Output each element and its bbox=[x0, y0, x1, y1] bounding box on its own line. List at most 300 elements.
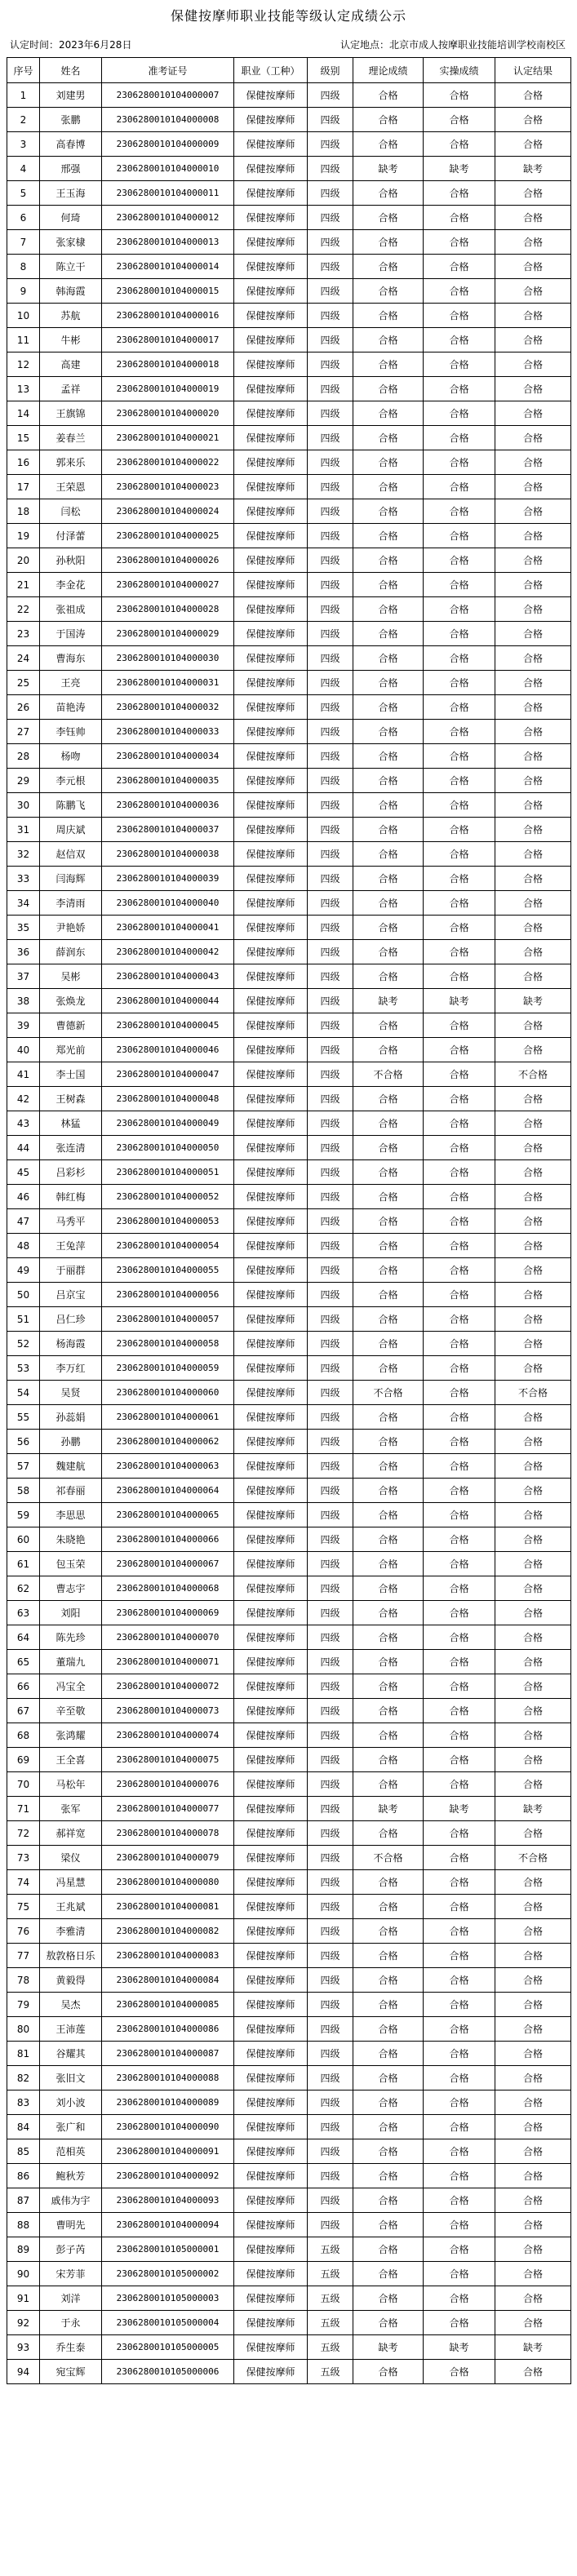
table-row bbox=[7, 1013, 571, 1038]
table-row bbox=[7, 328, 571, 352]
cell-index: 7 bbox=[7, 230, 40, 255]
table-row bbox=[7, 1332, 571, 1356]
cell-level: 四级 bbox=[308, 181, 353, 206]
cell-name: 陈鹏飞 bbox=[40, 793, 102, 818]
cell-level: 四级 bbox=[308, 842, 353, 867]
table-row bbox=[7, 524, 571, 548]
cell-level: 四级 bbox=[308, 2066, 353, 2091]
cell-result: 合格 bbox=[495, 1650, 571, 1674]
col-header-theory: 理论成绩 bbox=[353, 58, 424, 83]
cell-level: 四级 bbox=[308, 1772, 353, 1797]
cell-occupation: 保健按摩师 bbox=[234, 2188, 308, 2213]
table-row bbox=[7, 1576, 571, 1601]
cell-name: 张鸿耀 bbox=[40, 1723, 102, 1748]
cell-theory-score: 合格 bbox=[353, 2311, 424, 2335]
cell-result: 合格 bbox=[495, 450, 571, 475]
cell-ticket-number: 2306280010104000084 bbox=[102, 1968, 234, 1993]
cell-name: 高建 bbox=[40, 352, 102, 377]
cell-occupation: 保健按摩师 bbox=[234, 1013, 308, 1038]
cell-level: 四级 bbox=[308, 891, 353, 916]
cell-theory-score: 合格 bbox=[353, 377, 424, 401]
cell-level: 四级 bbox=[308, 1479, 353, 1503]
cell-name: 包玉荣 bbox=[40, 1552, 102, 1576]
cell-occupation: 保健按摩师 bbox=[234, 1919, 308, 1944]
cell-level: 四级 bbox=[308, 524, 353, 548]
cell-result: 合格 bbox=[495, 1283, 571, 1307]
cell-ticket-number: 2306280010104000064 bbox=[102, 1479, 234, 1503]
table-row bbox=[7, 1723, 571, 1748]
cell-occupation: 保健按摩师 bbox=[234, 2091, 308, 2115]
cell-name: 张祖成 bbox=[40, 597, 102, 622]
cell-ticket-number: 2306280010104000058 bbox=[102, 1332, 234, 1356]
cell-index: 82 bbox=[7, 2066, 40, 2091]
cell-index: 46 bbox=[7, 1185, 40, 1209]
cell-level: 四级 bbox=[308, 377, 353, 401]
page bbox=[7, 0, 570, 2384]
cell-practical-score: 合格 bbox=[424, 1405, 495, 1430]
cell-level: 四级 bbox=[308, 2188, 353, 2213]
cell-level: 四级 bbox=[308, 2115, 353, 2139]
cell-ticket-number: 2306280010104000021 bbox=[102, 426, 234, 450]
cell-name: 曹德新 bbox=[40, 1013, 102, 1038]
cell-index: 87 bbox=[7, 2188, 40, 2213]
cell-name: 吴杰 bbox=[40, 1993, 102, 2017]
table-row bbox=[7, 499, 571, 524]
cell-practical-score: 缺考 bbox=[424, 157, 495, 181]
cell-index: 49 bbox=[7, 1258, 40, 1283]
cell-result: 合格 bbox=[495, 1748, 571, 1772]
cell-theory-score: 合格 bbox=[353, 1674, 424, 1699]
cell-index: 8 bbox=[7, 255, 40, 279]
cell-index: 6 bbox=[7, 206, 40, 230]
cell-occupation: 保健按摩师 bbox=[234, 426, 308, 450]
table-row bbox=[7, 867, 571, 891]
cell-result: 合格 bbox=[495, 1870, 571, 1895]
cell-name: 李万红 bbox=[40, 1356, 102, 1381]
cell-level: 四级 bbox=[308, 1332, 353, 1356]
cell-occupation: 保健按摩师 bbox=[234, 1136, 308, 1160]
cell-level: 四级 bbox=[308, 1870, 353, 1895]
cell-level: 四级 bbox=[308, 720, 353, 744]
cell-occupation: 保健按摩师 bbox=[234, 1479, 308, 1503]
cell-occupation: 保健按摩师 bbox=[234, 548, 308, 573]
cell-level: 四级 bbox=[308, 304, 353, 328]
cell-level: 四级 bbox=[308, 426, 353, 450]
table-row bbox=[7, 1821, 571, 1846]
cell-practical-score: 合格 bbox=[424, 1968, 495, 1993]
cell-theory-score: 合格 bbox=[353, 1650, 424, 1674]
cell-level: 四级 bbox=[308, 1601, 353, 1625]
cell-result: 合格 bbox=[495, 377, 571, 401]
cell-ticket-number: 2306280010104000057 bbox=[102, 1307, 234, 1332]
cell-index: 62 bbox=[7, 1576, 40, 1601]
cell-result: 合格 bbox=[495, 1430, 571, 1454]
cell-practical-score: 合格 bbox=[424, 2188, 495, 2213]
cell-ticket-number: 2306280010104000023 bbox=[102, 475, 234, 499]
cell-index: 81 bbox=[7, 2042, 40, 2066]
cell-practical-score: 合格 bbox=[424, 475, 495, 499]
cell-index: 70 bbox=[7, 1772, 40, 1797]
cell-occupation: 保健按摩师 bbox=[234, 450, 308, 475]
cell-occupation: 保健按摩师 bbox=[234, 989, 308, 1013]
cell-ticket-number: 2306280010104000094 bbox=[102, 2213, 234, 2237]
cell-index: 44 bbox=[7, 1136, 40, 1160]
cell-index: 73 bbox=[7, 1846, 40, 1870]
cell-name: 梁仪 bbox=[40, 1846, 102, 1870]
cell-level: 五级 bbox=[308, 2286, 353, 2311]
cell-theory-score: 合格 bbox=[353, 499, 424, 524]
cell-result: 合格 bbox=[495, 1234, 571, 1258]
cell-occupation: 保健按摩师 bbox=[234, 328, 308, 352]
cell-ticket-number: 2306280010104000054 bbox=[102, 1234, 234, 1258]
cell-theory-score: 合格 bbox=[353, 1699, 424, 1723]
cell-theory-score: 合格 bbox=[353, 181, 424, 206]
table-row bbox=[7, 2091, 571, 2115]
cell-name: 吴彬 bbox=[40, 964, 102, 989]
cell-name: 闫海辉 bbox=[40, 867, 102, 891]
cell-theory-score: 合格 bbox=[353, 524, 424, 548]
cell-theory-score: 合格 bbox=[353, 2286, 424, 2311]
cell-practical-score: 合格 bbox=[424, 1748, 495, 1772]
cell-practical-score: 合格 bbox=[424, 1895, 495, 1919]
cell-result: 合格 bbox=[495, 695, 571, 720]
cell-name: 冯星慧 bbox=[40, 1870, 102, 1895]
cell-theory-score: 缺考 bbox=[353, 989, 424, 1013]
cell-result: 合格 bbox=[495, 1160, 571, 1185]
cell-result: 合格 bbox=[495, 1356, 571, 1381]
cell-result: 缺考 bbox=[495, 1797, 571, 1821]
cell-theory-score: 合格 bbox=[353, 2017, 424, 2042]
cell-ticket-number: 2306280010104000038 bbox=[102, 842, 234, 867]
table-row bbox=[7, 132, 571, 157]
cell-result: 合格 bbox=[495, 1136, 571, 1160]
cell-index: 17 bbox=[7, 475, 40, 499]
cell-occupation: 保健按摩师 bbox=[234, 108, 308, 132]
table-row bbox=[7, 548, 571, 573]
cell-practical-score: 合格 bbox=[424, 1136, 495, 1160]
cell-index: 32 bbox=[7, 842, 40, 867]
table-row bbox=[7, 1381, 571, 1405]
cell-result: 合格 bbox=[495, 793, 571, 818]
cell-practical-score: 合格 bbox=[424, 1674, 495, 1699]
cell-index: 3 bbox=[7, 132, 40, 157]
cell-level: 四级 bbox=[308, 157, 353, 181]
cell-ticket-number: 2306280010104000008 bbox=[102, 108, 234, 132]
cell-index: 30 bbox=[7, 793, 40, 818]
cell-index: 47 bbox=[7, 1209, 40, 1234]
cell-practical-score: 合格 bbox=[424, 2139, 495, 2164]
cell-theory-score: 合格 bbox=[353, 1772, 424, 1797]
cell-index: 88 bbox=[7, 2213, 40, 2237]
cell-practical-score: 合格 bbox=[424, 181, 495, 206]
cell-name: 敖敦格日乐 bbox=[40, 1944, 102, 1968]
cell-name: 林猛 bbox=[40, 1111, 102, 1136]
cell-ticket-number: 2306280010104000063 bbox=[102, 1454, 234, 1479]
cell-theory-score: 合格 bbox=[353, 83, 424, 108]
cell-occupation: 保健按摩师 bbox=[234, 695, 308, 720]
cell-level: 四级 bbox=[308, 1258, 353, 1283]
cell-practical-score: 合格 bbox=[424, 1846, 495, 1870]
cell-level: 四级 bbox=[308, 132, 353, 157]
cell-ticket-number: 2306280010104000079 bbox=[102, 1846, 234, 1870]
cell-result: 合格 bbox=[495, 1405, 571, 1430]
cell-index: 90 bbox=[7, 2262, 40, 2286]
table-row bbox=[7, 1307, 571, 1332]
cell-name: 张旧文 bbox=[40, 2066, 102, 2091]
cell-occupation: 保健按摩师 bbox=[234, 2311, 308, 2335]
cell-ticket-number: 2306280010104000019 bbox=[102, 377, 234, 401]
cell-level: 四级 bbox=[308, 1576, 353, 1601]
cell-occupation: 保健按摩师 bbox=[234, 181, 308, 206]
cell-occupation: 保健按摩师 bbox=[234, 1454, 308, 1479]
table-row bbox=[7, 940, 571, 964]
cell-level: 四级 bbox=[308, 450, 353, 475]
cell-ticket-number: 2306280010104000073 bbox=[102, 1699, 234, 1723]
cell-level: 五级 bbox=[308, 2311, 353, 2335]
cell-name: 王兆斌 bbox=[40, 1895, 102, 1919]
cell-practical-score: 合格 bbox=[424, 1356, 495, 1381]
cell-ticket-number: 2306280010104000052 bbox=[102, 1185, 234, 1209]
cell-result: 合格 bbox=[495, 1087, 571, 1111]
col-header-level: 级别 bbox=[308, 58, 353, 83]
table-row bbox=[7, 2066, 571, 2091]
cell-theory-score: 合格 bbox=[353, 401, 424, 426]
table-row bbox=[7, 475, 571, 499]
cell-theory-score: 合格 bbox=[353, 916, 424, 940]
cell-index: 58 bbox=[7, 1479, 40, 1503]
cell-theory-score: 合格 bbox=[353, 1503, 424, 1527]
cell-name: 张连清 bbox=[40, 1136, 102, 1160]
cell-practical-score: 合格 bbox=[424, 1527, 495, 1552]
cell-index: 61 bbox=[7, 1552, 40, 1576]
cell-name: 朱晓艳 bbox=[40, 1527, 102, 1552]
cell-name: 杨海霞 bbox=[40, 1332, 102, 1356]
cell-occupation: 保健按摩师 bbox=[234, 1209, 308, 1234]
cell-occupation: 保健按摩师 bbox=[234, 2042, 308, 2066]
cell-level: 五级 bbox=[308, 2360, 353, 2384]
table-row bbox=[7, 793, 571, 818]
cell-theory-score: 合格 bbox=[353, 1944, 424, 1968]
cell-level: 四级 bbox=[308, 622, 353, 646]
cell-name: 冯宝全 bbox=[40, 1674, 102, 1699]
cell-theory-score: 合格 bbox=[353, 646, 424, 671]
cell-ticket-number: 2306280010104000085 bbox=[102, 1993, 234, 2017]
cell-theory-score: 合格 bbox=[353, 867, 424, 891]
cell-theory-score: 合格 bbox=[353, 132, 424, 157]
cell-ticket-number: 2306280010104000092 bbox=[102, 2164, 234, 2188]
cell-index: 84 bbox=[7, 2115, 40, 2139]
cell-index: 55 bbox=[7, 1405, 40, 1430]
cell-name: 吴贤 bbox=[40, 1381, 102, 1405]
cell-level: 四级 bbox=[308, 230, 353, 255]
cell-result: 合格 bbox=[495, 1454, 571, 1479]
cell-practical-score: 合格 bbox=[424, 1821, 495, 1846]
cell-theory-score: 合格 bbox=[353, 2139, 424, 2164]
cell-index: 10 bbox=[7, 304, 40, 328]
cell-result: 合格 bbox=[495, 548, 571, 573]
cell-result: 合格 bbox=[495, 818, 571, 842]
cell-practical-score: 合格 bbox=[424, 2286, 495, 2311]
cell-occupation: 保健按摩师 bbox=[234, 597, 308, 622]
cell-level: 四级 bbox=[308, 206, 353, 230]
cell-level: 四级 bbox=[308, 1405, 353, 1430]
table-row bbox=[7, 426, 571, 450]
cell-level: 四级 bbox=[308, 1136, 353, 1160]
cell-practical-score: 合格 bbox=[424, 2262, 495, 2286]
cell-result: 合格 bbox=[495, 1527, 571, 1552]
cell-ticket-number: 2306280010104000043 bbox=[102, 964, 234, 989]
cell-index: 16 bbox=[7, 450, 40, 475]
table-row bbox=[7, 2017, 571, 2042]
cell-index: 51 bbox=[7, 1307, 40, 1332]
cell-theory-score: 合格 bbox=[353, 1405, 424, 1430]
page-title: 保健按摩师职业技能等级认定成绩公示 bbox=[170, 8, 406, 24]
cell-ticket-number: 2306280010104000087 bbox=[102, 2042, 234, 2066]
cell-level: 四级 bbox=[308, 1699, 353, 1723]
cell-occupation: 保健按摩师 bbox=[234, 2262, 308, 2286]
cell-index: 79 bbox=[7, 1993, 40, 2017]
cell-theory-score: 合格 bbox=[353, 1870, 424, 1895]
cell-level: 五级 bbox=[308, 2237, 353, 2262]
cell-occupation: 保健按摩师 bbox=[234, 304, 308, 328]
table-row bbox=[7, 279, 571, 304]
cell-result: 合格 bbox=[495, 646, 571, 671]
table-row bbox=[7, 622, 571, 646]
cell-occupation: 保健按摩师 bbox=[234, 867, 308, 891]
cell-name: 邢强 bbox=[40, 157, 102, 181]
cell-level: 四级 bbox=[308, 1430, 353, 1454]
cell-practical-score: 合格 bbox=[424, 108, 495, 132]
cell-result: 合格 bbox=[495, 964, 571, 989]
cell-name: 吕京宝 bbox=[40, 1283, 102, 1307]
cell-index: 19 bbox=[7, 524, 40, 548]
cell-name: 何琦 bbox=[40, 206, 102, 230]
cell-practical-score: 合格 bbox=[424, 230, 495, 255]
cell-occupation: 保健按摩师 bbox=[234, 1797, 308, 1821]
cell-theory-score: 合格 bbox=[353, 1038, 424, 1062]
cell-index: 57 bbox=[7, 1454, 40, 1479]
cell-ticket-number: 2306280010104000049 bbox=[102, 1111, 234, 1136]
cell-ticket-number: 2306280010104000062 bbox=[102, 1430, 234, 1454]
table-row bbox=[7, 2360, 571, 2384]
table-row bbox=[7, 1601, 571, 1625]
cell-practical-score: 合格 bbox=[424, 769, 495, 793]
cell-result: 合格 bbox=[495, 1479, 571, 1503]
table-row bbox=[7, 401, 571, 426]
cell-name: 孙蕊娟 bbox=[40, 1405, 102, 1430]
table-row bbox=[7, 157, 571, 181]
cell-practical-score: 合格 bbox=[424, 695, 495, 720]
cell-name: 曹志宇 bbox=[40, 1576, 102, 1601]
cell-result: 合格 bbox=[495, 1258, 571, 1283]
cell-ticket-number: 2306280010104000067 bbox=[102, 1552, 234, 1576]
cell-result: 合格 bbox=[495, 279, 571, 304]
cell-index: 65 bbox=[7, 1650, 40, 1674]
cell-practical-score: 合格 bbox=[424, 1993, 495, 2017]
cell-level: 四级 bbox=[308, 1723, 353, 1748]
table-row bbox=[7, 450, 571, 475]
cell-name: 薛润东 bbox=[40, 940, 102, 964]
cell-ticket-number: 2306280010104000083 bbox=[102, 1944, 234, 1968]
cell-practical-score: 合格 bbox=[424, 1013, 495, 1038]
cell-theory-score: 合格 bbox=[353, 573, 424, 597]
cell-practical-score: 合格 bbox=[424, 842, 495, 867]
cell-result: 合格 bbox=[495, 2188, 571, 2213]
cell-occupation: 保健按摩师 bbox=[234, 1332, 308, 1356]
cell-index: 27 bbox=[7, 720, 40, 744]
cell-result: 合格 bbox=[495, 2164, 571, 2188]
table-row bbox=[7, 1919, 571, 1944]
cell-level: 四级 bbox=[308, 2091, 353, 2115]
cell-ticket-number: 2306280010104000011 bbox=[102, 181, 234, 206]
cell-result: 合格 bbox=[495, 1332, 571, 1356]
cell-ticket-number: 2306280010104000031 bbox=[102, 671, 234, 695]
cell-level: 四级 bbox=[308, 1062, 353, 1087]
cell-theory-score: 合格 bbox=[353, 744, 424, 769]
cell-name: 郑光前 bbox=[40, 1038, 102, 1062]
cell-ticket-number: 2306280010104000007 bbox=[102, 83, 234, 108]
cell-name: 祁春丽 bbox=[40, 1479, 102, 1503]
cell-ticket-number: 2306280010104000051 bbox=[102, 1160, 234, 1185]
cell-occupation: 保健按摩师 bbox=[234, 83, 308, 108]
cell-index: 5 bbox=[7, 181, 40, 206]
table-row bbox=[7, 1234, 571, 1258]
cell-level: 四级 bbox=[308, 499, 353, 524]
cell-occupation: 保健按摩师 bbox=[234, 2066, 308, 2091]
cell-result: 合格 bbox=[495, 2091, 571, 2115]
cell-index: 93 bbox=[7, 2335, 40, 2360]
cell-result: 合格 bbox=[495, 1674, 571, 1699]
cell-index: 54 bbox=[7, 1381, 40, 1405]
cell-result: 合格 bbox=[495, 352, 571, 377]
cell-practical-score: 合格 bbox=[424, 1160, 495, 1185]
cell-theory-score: 不合格 bbox=[353, 1381, 424, 1405]
table-row bbox=[7, 1111, 571, 1136]
cell-result: 合格 bbox=[495, 573, 571, 597]
cell-ticket-number: 2306280010104000029 bbox=[102, 622, 234, 646]
cell-index: 56 bbox=[7, 1430, 40, 1454]
cell-name: 牛彬 bbox=[40, 328, 102, 352]
cell-index: 18 bbox=[7, 499, 40, 524]
cell-result: 合格 bbox=[495, 1821, 571, 1846]
cell-result: 合格 bbox=[495, 181, 571, 206]
cell-name: 李金花 bbox=[40, 573, 102, 597]
cell-ticket-number: 2306280010104000017 bbox=[102, 328, 234, 352]
cell-name: 郭来乐 bbox=[40, 450, 102, 475]
table-row bbox=[7, 1895, 571, 1919]
cell-result: 合格 bbox=[495, 230, 571, 255]
cell-result: 合格 bbox=[495, 1307, 571, 1332]
cell-index: 80 bbox=[7, 2017, 40, 2042]
cell-result: 合格 bbox=[495, 940, 571, 964]
cell-name: 孟祥 bbox=[40, 377, 102, 401]
cell-result: 合格 bbox=[495, 1968, 571, 1993]
table-row bbox=[7, 1356, 571, 1381]
cell-ticket-number: 2306280010104000093 bbox=[102, 2188, 234, 2213]
cell-name: 赵信双 bbox=[40, 842, 102, 867]
cell-occupation: 保健按摩师 bbox=[234, 769, 308, 793]
cell-index: 42 bbox=[7, 1087, 40, 1111]
cell-theory-score: 合格 bbox=[353, 2360, 424, 2384]
cell-practical-score: 合格 bbox=[424, 964, 495, 989]
cell-practical-score: 合格 bbox=[424, 304, 495, 328]
cell-theory-score: 合格 bbox=[353, 1087, 424, 1111]
table-row bbox=[7, 597, 571, 622]
cell-level: 四级 bbox=[308, 1111, 353, 1136]
cell-occupation: 保健按摩师 bbox=[234, 2213, 308, 2237]
cell-name: 马秀平 bbox=[40, 1209, 102, 1234]
cell-ticket-number: 2306280010104000022 bbox=[102, 450, 234, 475]
